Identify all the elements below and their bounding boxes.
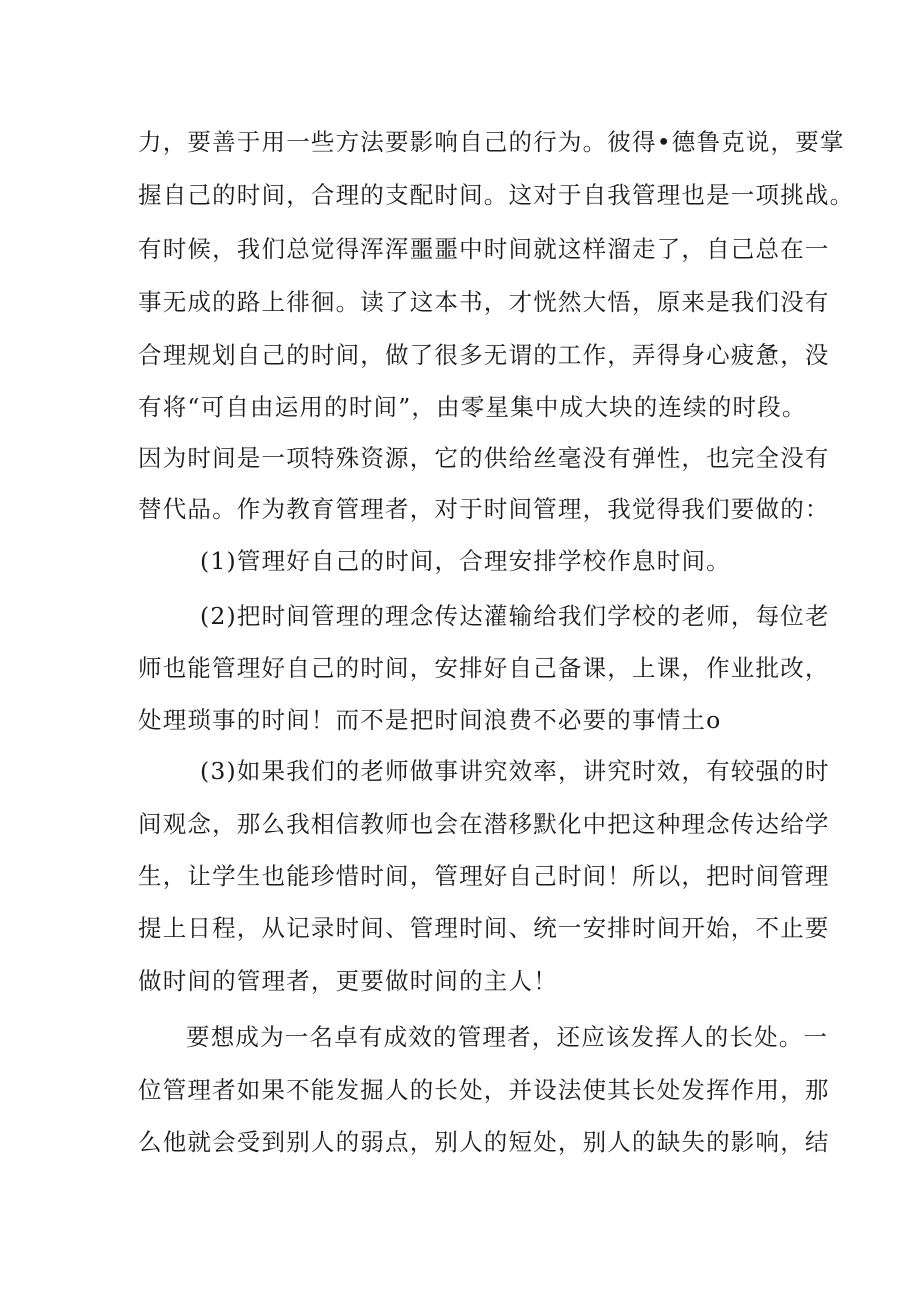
text-line: 握自己的时间，合理的支配时间。这对于自我管理也是一项挑战。 xyxy=(138,181,855,209)
text-line: 么他就会受到别人的弱点，别人的短处，别人的缺失的影响，结 xyxy=(138,1128,830,1156)
text-line: 做时间的管理者，更要做时间的主人！ xyxy=(138,967,558,995)
text-line: 因为时间是一项特殊资源，它的供给丝毫没有弹性，也完全没有 xyxy=(138,444,830,472)
text-line: 师也能管理好自己的时间，安排好自己备课，上课，作业批改， xyxy=(138,654,830,682)
text-line: 提上日程，从记录时间、管理时间、统一安排时间开始，不止要 xyxy=(138,914,830,942)
text-line: 生，让学生也能珍惜时间，管理好自己时间！所以，把时间管理 xyxy=(138,862,830,890)
list-item-1: (1)管理好自己的时间，合理安排学校作息时间。 xyxy=(200,547,731,575)
text-line: 有时候，我们总觉得浑浑噩噩中时间就这样溜走了，自己总在一 xyxy=(138,235,830,263)
list-item-2: (2)把时间管理的理念传达灌输给我们学校的老师，每位老 xyxy=(200,602,830,630)
text-line: 事无成的路上徘徊。读了这本书，才恍然大悟，原来是我们没有 xyxy=(138,288,830,316)
text-line: 处理琐事的时间！而不是把时间浪费不必要的事情土o xyxy=(138,706,722,734)
list-item-3: (3)如果我们的老师做事讲究效率，讲究时效，有较强的时 xyxy=(200,757,830,785)
text-line: 间观念，那么我相信教师也会在潜移默化中把这种理念传达给学 xyxy=(138,810,830,838)
text-line: 合理规划自己的时间，做了很多无谓的工作，弄得身心疲惫，没 xyxy=(138,341,830,369)
text-line: 替代品。作为教育管理者，对于时间管理，我觉得我们要做的： xyxy=(138,495,830,523)
text-line: 位管理者如果不能发掘人的长处，并设法使其长处发挥作用，那 xyxy=(138,1076,830,1104)
paragraph-start: 要想成为一名卓有成效的管理者，还应该发挥人的长处。一 xyxy=(186,1023,829,1051)
text-line: 力，要善于用一些方法要影响自己的行为。彼得•德鲁克说，要掌 xyxy=(138,128,845,156)
text-line: 有将“可自由运用的时间”，由零星集中成大块的连续的时段。 xyxy=(138,393,807,421)
